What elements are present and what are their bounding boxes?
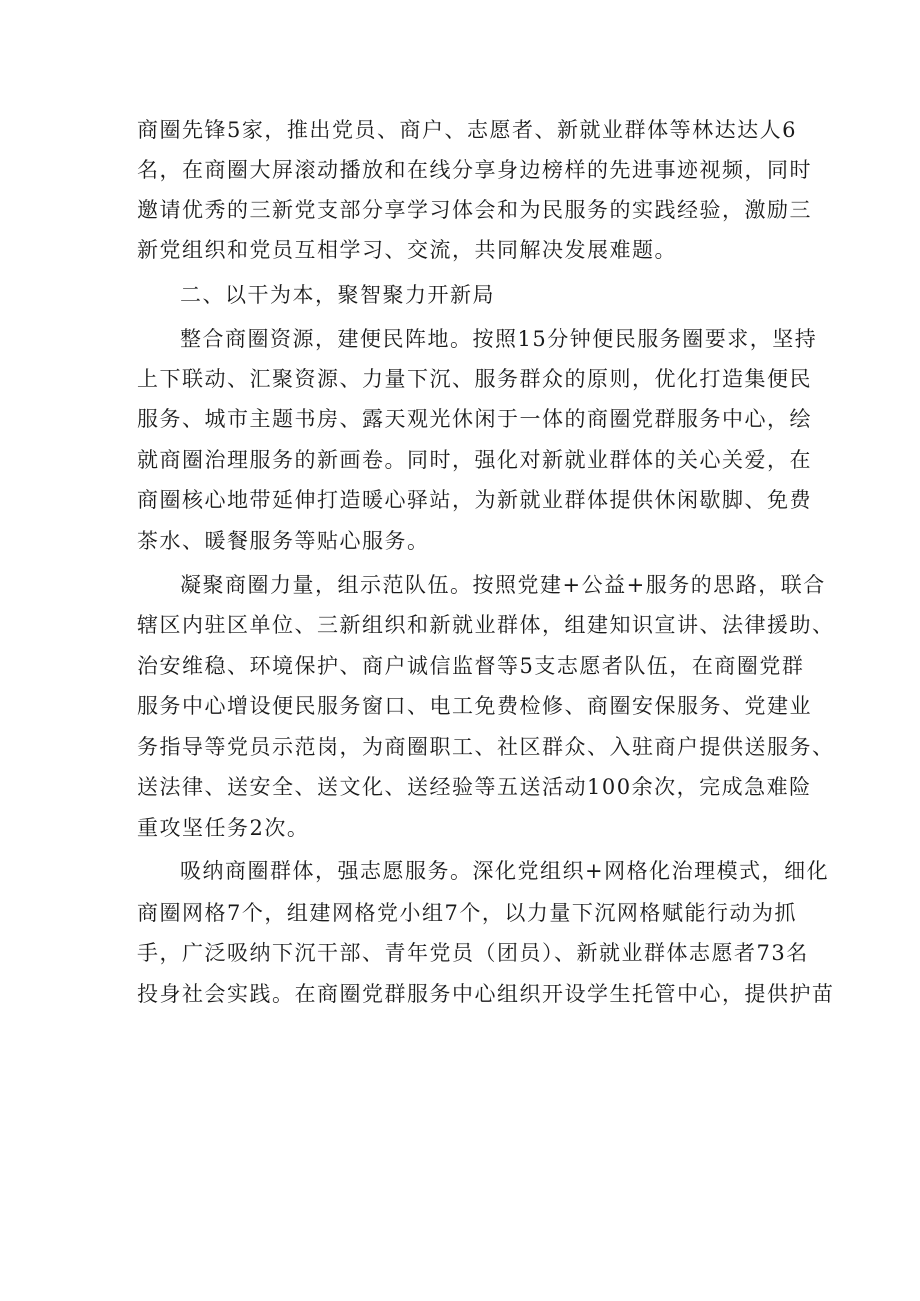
text-line: 整合商圈资源，建便民阵地。按照15分钟便民服务圈要求，坚持 bbox=[180, 327, 818, 351]
text-line: 商圈核心地带延伸打造暖心驿站，为新就业群体提供休闲歇脚、免费 bbox=[137, 488, 812, 512]
text-line: 重攻坚任务2次。 bbox=[137, 816, 310, 840]
text-line: 新党组织和党员互相学习、交流，共同解决发展难题。 bbox=[137, 238, 677, 262]
text-line: 邀请优秀的三新党支部分享学习体会和为民服务的实践经验，激励三 bbox=[137, 198, 812, 222]
text-line: 送法律、送安全、送文化、送经验等五送活动100余次，完成急难险 bbox=[137, 775, 812, 799]
text-line: 辖区内驻区单位、三新组织和新就业群体，组建知识宣讲、法律援助、 bbox=[137, 613, 835, 637]
text-line: 上下联动、汇聚资源、力量下沉、服务群众的原则，优化打造集便民 bbox=[137, 367, 812, 391]
text-line: 务指导等党员示范岗，为商圈职工、社区群众、入驻商户提供送服务、 bbox=[137, 735, 835, 759]
text-line: 名，在商圈大屏滚动播放和在线分享身边榜样的先进事迹视频，同时 bbox=[137, 158, 812, 182]
text-line: 服务中心增设便民服务窗口、电工免费检修、商圈安保服务、党建业 bbox=[137, 694, 812, 718]
text-line: 吸纳商圈群体，强志愿服务。深化党组织+网格化治理模式，细化 bbox=[180, 859, 830, 883]
text-line: 茶水、暖餐服务等贴心服务。 bbox=[137, 529, 430, 553]
text-line: 凝聚商圈力量，组示范队伍。按照党建+公益+服务的思路，联合 bbox=[180, 573, 826, 597]
text-line: 投身社会实践。在商圈党群服务中心组织开设学生托管中心，提供护苗 bbox=[137, 982, 835, 1006]
text-line: 服务、城市主题书房、露天观光休闲于一体的商圈党群服务中心，绘 bbox=[137, 407, 812, 431]
text-line: 二、以干为本，聚智聚力开新局 bbox=[180, 283, 495, 307]
text-line: 就商圈治理服务的新画卷。同时，强化对新就业群体的关心关爱，在 bbox=[137, 448, 812, 472]
text-line: 商圈网格7个，组建网格党小组7个，以力量下沉网格赋能行动为抓 bbox=[137, 901, 797, 925]
text-line: 治安维稳、环境保护、商户诚信监督等5支志愿者队伍，在商圈党群 bbox=[137, 654, 805, 678]
text-line: 商圈先锋5家，推出党员、商户、志愿者、新就业群体等林达达人6 bbox=[137, 118, 797, 142]
text-line: 手，广泛吸纳下沉干部、青年党员（团员）、新就业群体志愿者73名 bbox=[137, 941, 809, 965]
